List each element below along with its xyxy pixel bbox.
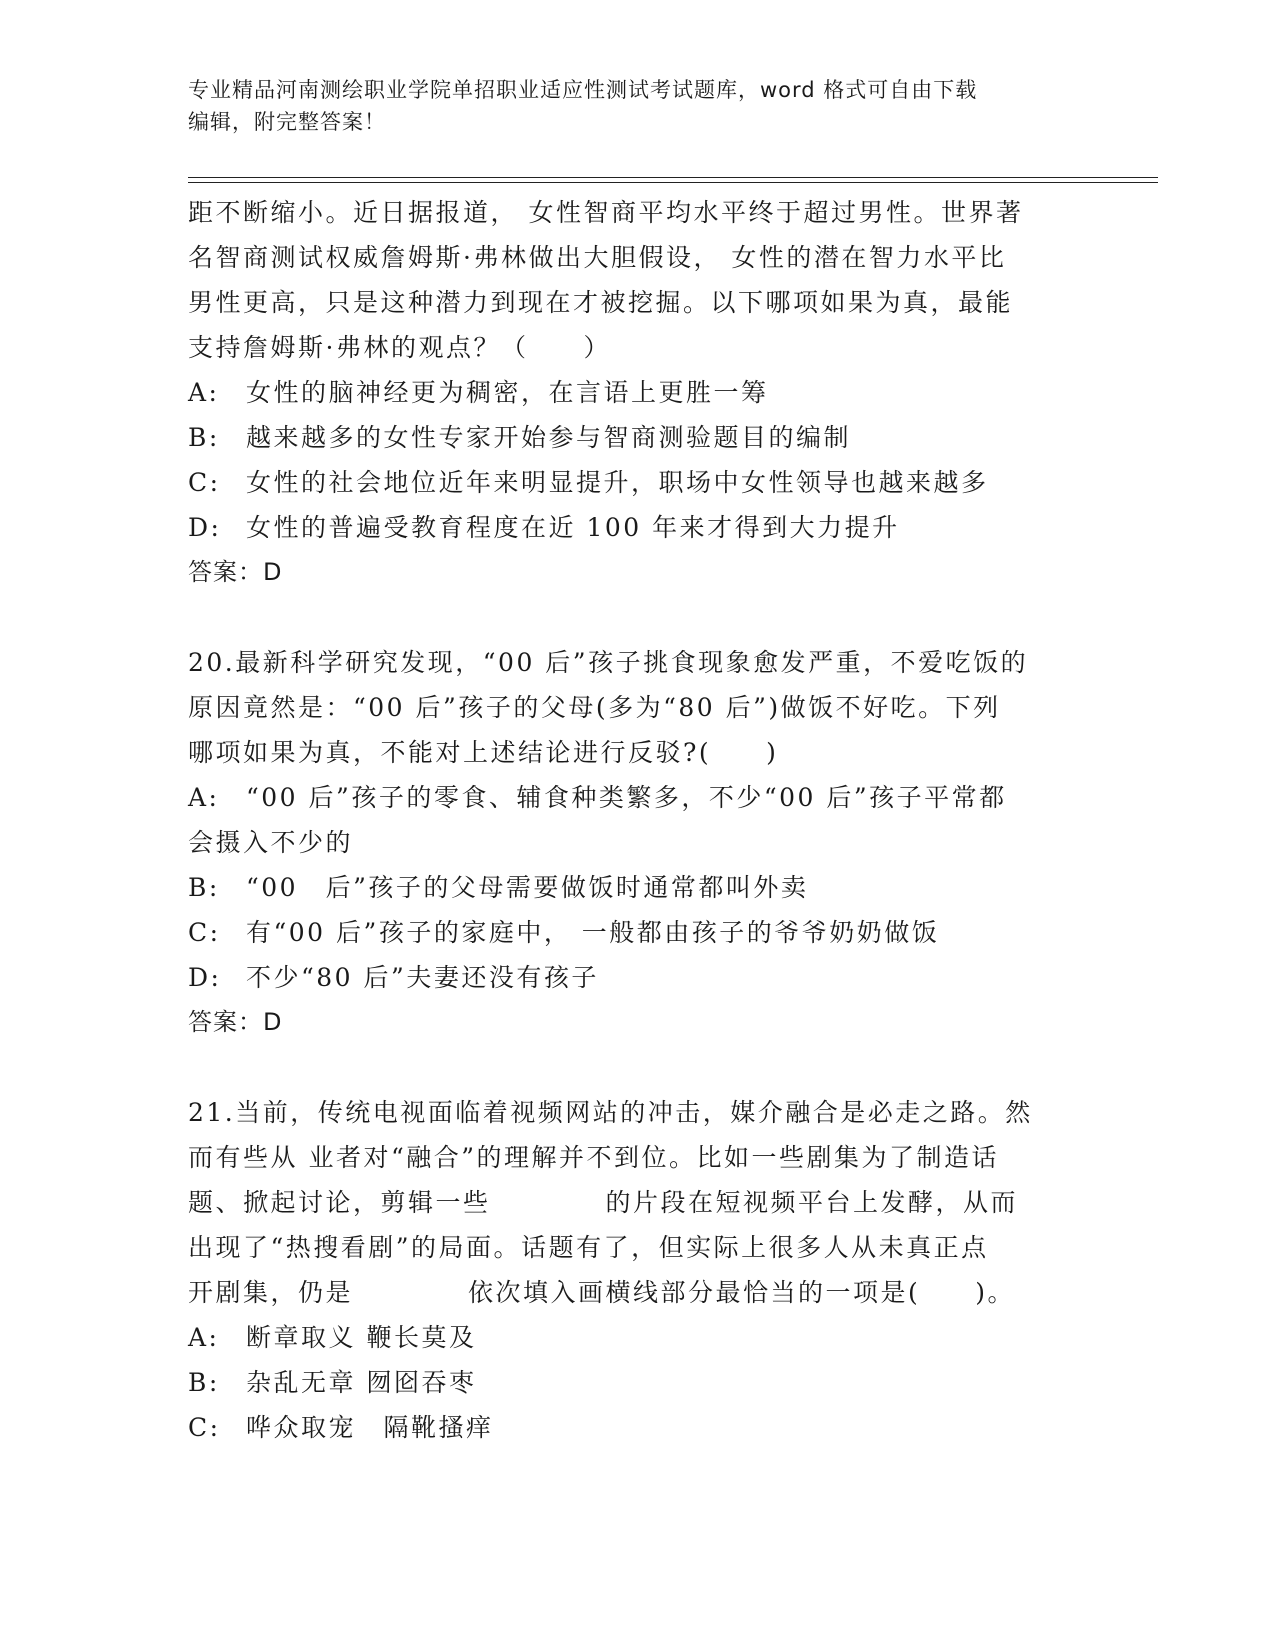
question-stem-line: 21.当前，传统电视面临着视频网站的冲击，媒介融合是必走之路。然 — [188, 1098, 1033, 1127]
option-text: 越来越多的女性专家开始参与智商测验题目的编制 — [246, 423, 852, 452]
option-a — [188, 775, 1088, 820]
question-stem-line: 支持詹姆斯·弗林的观点？（ ） — [188, 333, 611, 362]
option-label: C: — [188, 468, 221, 497]
option-label: B: — [188, 423, 220, 452]
option-c — [188, 1405, 1088, 1450]
option-b — [188, 1360, 1088, 1405]
option-text: “00 后”孩子的父母需要做饭时通常都叫外卖 — [246, 873, 809, 902]
page-header — [188, 74, 1068, 138]
question-21 — [188, 1090, 1088, 1450]
option-label: B: — [188, 873, 220, 902]
header-divider-top — [188, 177, 1158, 178]
question-stem-line: 名智商测试权威詹姆斯·弗林做出大胆假设， 女性的潜在智力水平比 — [188, 243, 1007, 272]
question-stem-line: 而有些从 业者对“融合”的理解并不到位。比如一些剧集为了制造话 — [188, 1143, 1000, 1172]
header-line-2: 编辑，附完整答案！ — [188, 110, 386, 134]
option-c — [188, 910, 1088, 955]
option-label: A: — [188, 1323, 220, 1352]
option-label: A: — [188, 378, 220, 407]
answer: 答案：D — [188, 558, 283, 586]
question-stem-line: 原因竟然是：“00 后”孩子的父母(多为“80 后”)做饭不好吃。下列 — [188, 693, 1001, 722]
question-stem-line — [188, 1180, 1088, 1225]
stem-text: 依次填入画横线部分最恰当的一项是( )。 — [468, 1278, 1016, 1307]
option-text: “00 后”孩子的零食、辅食种类繁多，不少“00 后”孩子平常都 — [246, 783, 1007, 812]
option-text: 不少“80 后”夫妻还没有孩子 — [246, 963, 599, 992]
option-text: 女性的脑神经更为稠密，在言语上更胜一筹 — [246, 378, 769, 407]
option-label: B: — [188, 1368, 220, 1397]
option-label: C: — [188, 918, 221, 947]
option-d — [188, 505, 1088, 550]
option-a — [188, 370, 1088, 415]
question-stem-line: 20.最新科学研究发现，“00 后”孩子挑食现象愈发严重，不爱吃饭的 — [188, 648, 1029, 677]
option-label: C: — [188, 1413, 221, 1442]
stem-text: 题、掀起讨论，剪辑一些 — [188, 1188, 491, 1217]
option-text: 有“00 后”孩子的家庭中， 一般都由孩子的爷爷奶奶做饭 — [246, 918, 940, 947]
question-19 — [188, 190, 1088, 595]
option-b — [188, 865, 1088, 910]
document-body — [188, 190, 1088, 1450]
stem-text: 开剧集，仍是 — [188, 1278, 354, 1307]
option-label: D: — [188, 513, 222, 542]
stem-text: 的片段在短视频平台上发酵，从而 — [605, 1188, 1019, 1217]
option-c — [188, 460, 1088, 505]
question-stem-line: 距不断缩小。近日据报道， 女性智商平均水平终于超过男性。世界著 — [188, 198, 1024, 227]
option-text: 断章取义 鞭长莫及 — [246, 1323, 477, 1352]
option-text: 女性的社会地位近年来明显提升，职场中女性领导也越来越多 — [246, 468, 989, 497]
option-text: 哗众取宠 隔靴搔痒 — [246, 1413, 494, 1442]
answer: 答案：D — [188, 1008, 283, 1036]
option-d — [188, 955, 1088, 1000]
option-a — [188, 1315, 1088, 1360]
option-text: 女性的普遍受教育程度在近 100 年来才得到大力提升 — [246, 513, 900, 542]
question-stem-line: 哪项如果为真，不能对上述结论进行反驳?( ) — [188, 738, 779, 767]
question-stem-line: 出现了“热搜看剧”的局面。话题有了，但实际上很多人从未真正点 — [188, 1233, 989, 1262]
option-a-continuation: 会摄入不少的 — [188, 828, 354, 857]
option-label: A: — [188, 783, 220, 812]
header-line-1: 专业精品河南测绘职业学院单招职业适应性测试考试题库，word 格式可自由下载 — [188, 78, 978, 102]
header-divider-bottom — [188, 182, 1158, 183]
spacer — [188, 1045, 1088, 1090]
option-text: 杂乱无章 囫囵吞枣 — [246, 1368, 477, 1397]
question-stem-line — [188, 1270, 1088, 1315]
option-b — [188, 415, 1088, 460]
question-20 — [188, 640, 1088, 1045]
question-stem-line: 男性更高，只是这种潜力到现在才被挖掘。以下哪项如果为真，最能 — [188, 288, 1014, 317]
option-label: D: — [188, 963, 222, 992]
spacer — [188, 595, 1088, 640]
